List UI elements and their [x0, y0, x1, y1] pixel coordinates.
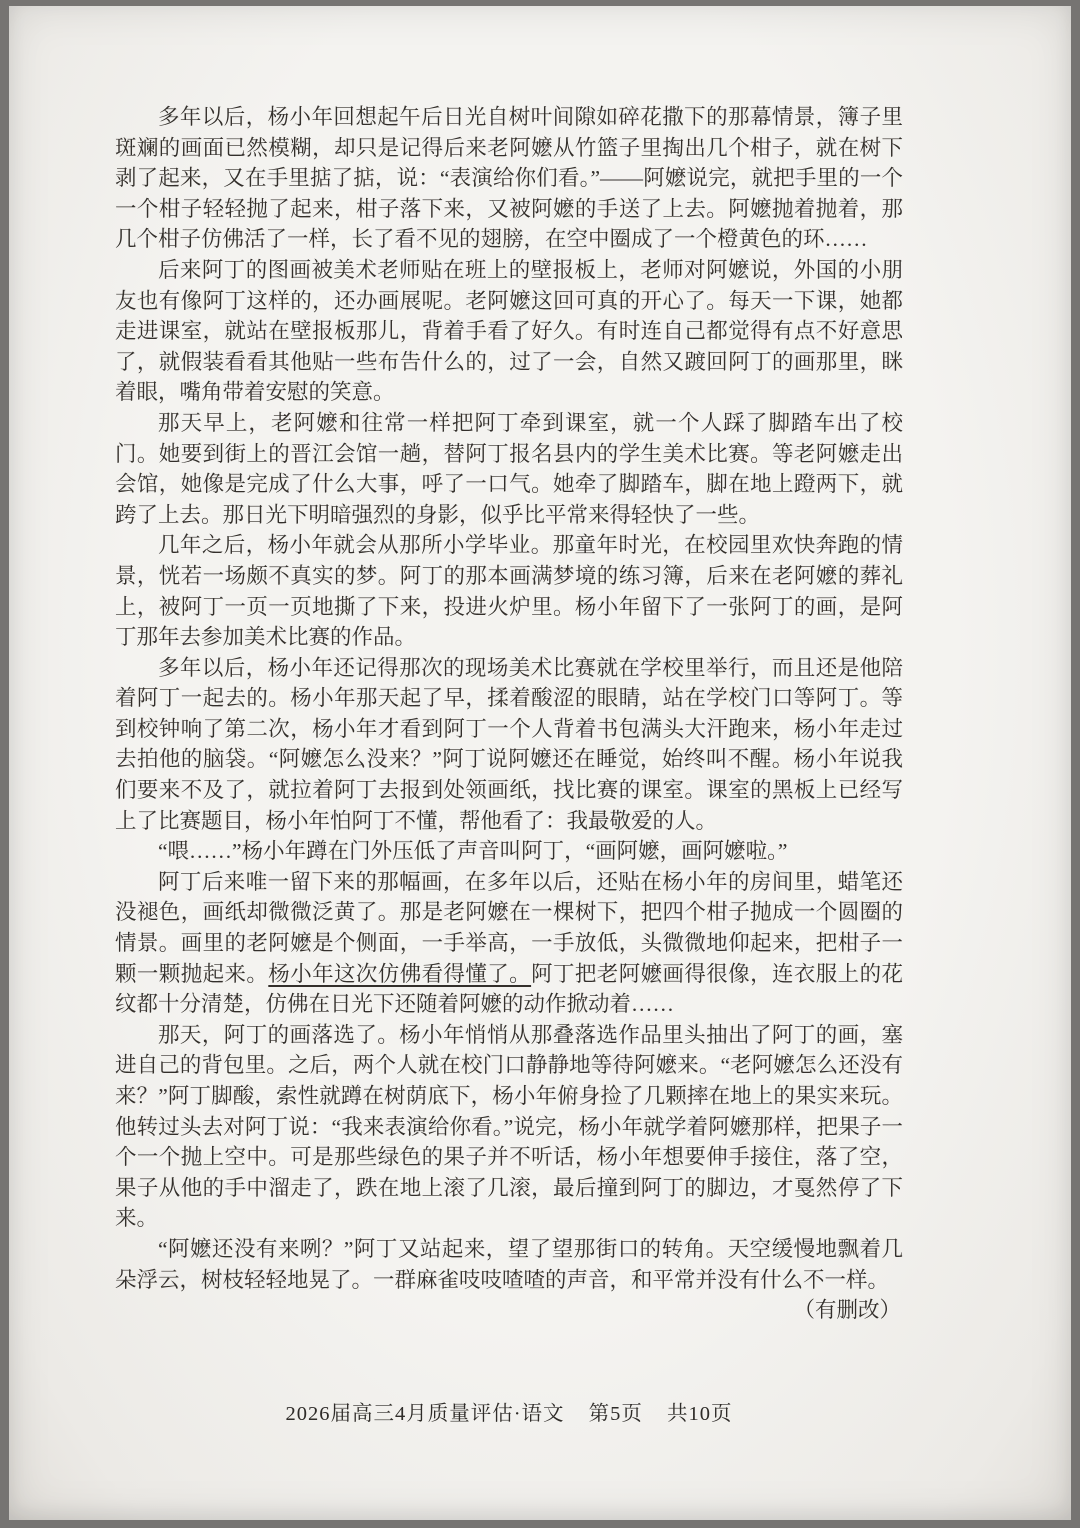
paragraph: “喂……”杨小年蹲在门外压低了声音叫阿丁，“画阿嬷，画阿嬷啦。” — [158, 839, 788, 864]
footer-page-number: 第5页 — [588, 1403, 643, 1425]
paragraph: 几年之后，杨小年就会从那所小学毕业。那童年时光，在校园里欢快奔跑的情景，恍若一场颇不真实的梦。阿丁的那本画满梦境的练习簿，后来在老阿嬷的葬礼上，被阿丁一页一页地撕了下来，投进火炉里。杨小年留下了一张阿丁的画，是阿丁那年去参加美术比赛的作品。 — [115, 533, 903, 650]
paragraph: “阿嬷还没有来咧？”阿丁又站起来，望了望那街口的转角。天空缓慢地飘着几朵浮云，树枝轻轻地晃了。一群麻雀吱吱喳喳的声音，和平常并没有什么不一样。 — [115, 1236, 903, 1292]
paragraph: 那天，阿丁的画落选了。杨小年悄悄从那叠落选作品里头抽出了阿丁的画，塞进自己的背包里。之后，两个人就在校门口静静地等待阿嬷来。“老阿嬷怎么还没有来？”阿丁脚酸，索性就蹲在树荫底下，杨小年俯身捡了几颗摔在地上的果实来玩。他转过头去对阿丁说：“我来表演给你看。”说完，杨小年就学着阿嬷那样，把果子一个一个抛上空中。可是那些绿色的果子并不听话，杨小年想要伸手接住，落了空，果子从他的手中溜走了，跌在地上滚了几滚，最后撞到阿丁的脚边，才戛然停了下来。 — [115, 1022, 903, 1231]
page-footer — [115, 1396, 903, 1426]
footer-exam-title: 2026届高三4月质量评估·语文 — [285, 1403, 565, 1425]
article-body — [115, 102, 903, 1326]
paragraph: 多年以后，杨小年回想起午后日光自树叶间隙如碎花撒下的那幕情景，簿子里斑斓的画面已然模糊，却只是记得后来老阿嬷从竹篮子里掏出几个柑子，就在树下剥了起来，又在手里掂了掂，说：“表演给你们看。”——阿嬷说完，就把手里的一个一个柑子轻轻抛了起来，柑子落下来，又被阿嬷的手送了上去。阿嬷抛着抛着，那几个柑子仿佛活了一样，长了看不见的翅膀，在空中圈成了一个橙黄色的环…… — [115, 105, 903, 252]
scanned-page — [9, 6, 1071, 1520]
attribution-note: （有删改） — [793, 1298, 901, 1323]
footer-total-pages: 共10页 — [667, 1403, 733, 1425]
paragraph: 那天早上，老阿嬷和往常一样把阿丁牵到课室，就一个人踩了脚踏车出了校门。她要到街上的晋江会馆一趟，替阿丁报名县内的学生美术比赛。等老阿嬷走出会馆，她像是完成了什么大事，呼了一口气。她牵了脚踏车，脚在地上蹬两下，就跨了上去。那日光下明暗强烈的身影，似乎比平常来得轻快了一些。 — [115, 410, 903, 527]
paragraph: 后来阿丁的图画被美术老师贴在班上的壁报板上，老师对阿嬷说，外国的小朋友也有像阿丁这样的，还办画展呢。老阿嬷这回可真的开心了。每天一下课，她都走进课室，就站在壁报板那儿，背着手看了好久。有时连自己都觉得有点不好意思了，就假装看看其他贴一些布告什么的，过了一会，自然又踱回阿丁的画那里，眯着眼，嘴角带着安慰的笑意。 — [115, 257, 903, 405]
underlined-sentence: 杨小年这次仿佛看得懂了。 — [268, 961, 532, 986]
paragraph-text: 阿丁后来唯一留下来的那幅画，在多年以后，还贴在杨小年的房间里，蜡笔还没褪色，画纸却微微泛黄了。那是老阿嬷在一棵树下，把四个柑子抛成一个圆圈的情景。画里的老阿嬷是个侧面，一手举高，一手放低，头微微地仰起来，把柑子一颗一颗抛起来。 — [115, 869, 903, 986]
paragraph: 多年以后，杨小年还记得那次的现场美术比赛就在学校里举行，而且还是他陪着阿丁一起去的。杨小年那天起了早，揉着酸涩的眼睛，站在学校门口等阿丁。等到校钟响了第二次，杨小年才看到阿丁一个人背着书包满头大汗跑来，杨小年走过去拍他的脑袋。“阿嬷怎么没来？”阿丁说阿嬷还在睡觉，始终叫不醒。杨小年说我们要来不及了，就拉着阿丁去报到处领画纸，找比赛的课室。课室的黑板上已经写上了比赛题目，杨小年怕阿丁不懂，帮他看了：我最敬爱的人。 — [115, 655, 903, 833]
paragraph — [115, 867, 903, 1020]
paragraph-text: 阿丁把老阿嬷画得很像，连衣服上的花纹都十分清楚，仿佛在日光下还随着阿嬷的动作掀动着…… — [115, 961, 903, 1017]
